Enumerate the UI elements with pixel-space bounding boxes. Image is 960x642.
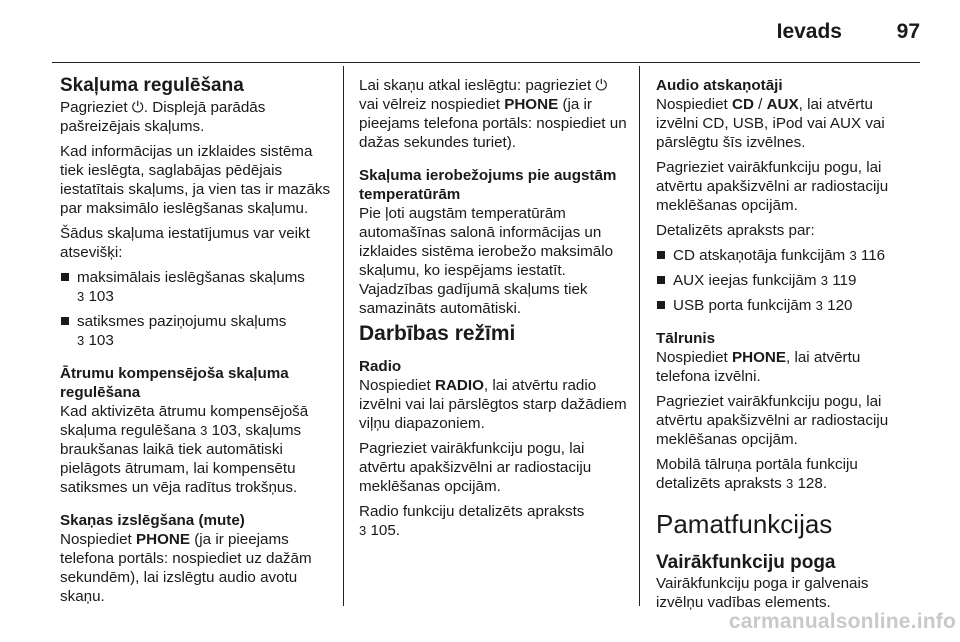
bullet-icon — [657, 251, 665, 259]
reference-arrow-icon: 3 — [77, 289, 85, 304]
reference-arrow-icon: 3 — [849, 248, 857, 263]
page-header — [52, 0, 920, 66]
paragraph: Detalizēts apraksts par: — [656, 222, 815, 239]
column-divider — [639, 66, 640, 606]
bullet-icon — [657, 276, 665, 284]
header-rule — [52, 62, 920, 63]
power-icon: ⏻ — [595, 77, 608, 94]
subheading: Radio — [359, 358, 402, 375]
list-item: satiksmes paziņojumu skaļums 3 103 — [60, 312, 336, 350]
section-heading: Skaļuma regulēšana — [60, 75, 244, 96]
reference-arrow-icon: 3 — [786, 476, 794, 491]
paragraph: Nospiediet RADIO, lai atvērtu radio izvēlni vai lai pārslēgtos starp dažādiem viļņu diapazoniem. — [359, 377, 627, 432]
paragraph: Pagrieziet vairākfunkciju pogu, lai atvērtu apakšizvēlni ar radiostaciju meklēšanas opcijām. — [359, 440, 592, 495]
subheading: Tālrunis — [656, 330, 716, 347]
paragraph: Nospiediet PHONE, lai atvērtu telefona izvēlni. — [656, 349, 861, 385]
subheading: Ātrumu kompensējoša skaļuma regulēšana — [60, 365, 289, 401]
paragraph: Nospiediet CD / AUX, lai atvērtu izvēlni CD, USB, iPod vai AUX vai pārslēgtu šīs izvēlnes. — [656, 96, 885, 151]
reference-arrow-icon: 3 — [359, 523, 367, 538]
page-reference[interactable]: 103 — [88, 332, 114, 349]
paragraph: Pie ļoti augstām temperatūrām automašīnas salonā informācijas un izklaides sistēma ierobežo maksimālo skaļumu, ko iespējams iestatīt. Vajadzības gadījumā skaļums tiek samazināts automātiski. — [359, 205, 614, 317]
paragraph: Nospiediet PHONE (ja ir pieejams telefona portāls: nospiediet uz dažām sekundēm), lai izslēgtu audio avotu skaņu. — [60, 531, 312, 605]
list-item: maksimālais ieslēgšanas skaļums 3 103 — [60, 268, 336, 306]
section-heading: Vairākfunkciju poga — [656, 552, 836, 573]
page-reference[interactable]: 103 — [88, 288, 114, 305]
column-1 — [60, 76, 336, 612]
bullet-list — [60, 268, 336, 350]
reference-arrow-icon: 3 — [815, 298, 823, 313]
column-2 — [359, 76, 627, 546]
subheading: Skaļuma ierobežojums pie augstām temperatūrām — [359, 167, 617, 203]
paragraph: Pagrieziet vairākfunkciju pogu, lai atvērtu apakšizvēlni ar radiostaciju meklēšanas opcijām. — [656, 159, 889, 214]
chapter-heading: Pamatfunkcijas — [656, 509, 833, 539]
reference-arrow-icon: 3 — [820, 273, 828, 288]
bullet-icon — [657, 301, 665, 309]
paragraph: Kad aktivizēta ātrumu kompensējošā skaļuma regulēšana 3 103, skaļums braukšanas laikā tiek automātiski pielāgots ātrumam, lai kompensētu satiksmes un vēja radītus trokšņus. — [60, 403, 309, 496]
page-reference[interactable]: 128. — [797, 475, 828, 492]
section-heading: Darbības režīmi — [359, 322, 516, 345]
paragraph: Pagrieziet ⏻. Displejā parādās pašreizējais skaļums. — [60, 99, 266, 135]
subheading: Audio atskaņotāji — [656, 77, 783, 94]
paragraph: Pagrieziet vairākfunkciju pogu, lai atvērtu apakšizvēlni ar radiostaciju meklēšanas opcijām. — [656, 393, 889, 448]
page-reference[interactable]: 103 — [211, 422, 237, 439]
paragraph: Kad informācijas un izklaides sistēma tiek ieslēgta, saglabājas pēdējais iestatītais skaļums, ja vien tas ir mazāks par maksimālo ieslēgšanas skaļumu. — [60, 143, 331, 217]
watermark: carmanualsonline.info — [728, 610, 956, 633]
reference-arrow-icon: 3 — [77, 333, 85, 348]
paragraph: Vairākfunkciju poga ir galvenais izvēlņu vadības elements. — [656, 575, 869, 611]
page-number: 97 — [896, 20, 920, 43]
bullet-list — [656, 246, 912, 315]
column-3 — [656, 76, 912, 618]
section-title: Ievads — [776, 20, 842, 43]
list-item: CD atskaņotāja funkcijām 3 116 — [656, 246, 912, 265]
page-reference[interactable]: 119 — [832, 272, 857, 289]
subheading: Skaņas izslēgšana (mute) — [60, 512, 245, 529]
reference-arrow-icon: 3 — [200, 423, 208, 438]
list-item: AUX ieejas funkcijām 3 119 — [656, 271, 912, 290]
paragraph: Šādus skaļuma iestatījumus var veikt atsevišķi: — [60, 225, 310, 261]
page-reference[interactable]: 120 — [827, 297, 853, 314]
page-reference[interactable]: 105. — [370, 522, 401, 539]
bullet-icon — [61, 317, 69, 325]
column-divider — [343, 66, 344, 606]
bullet-icon — [61, 273, 69, 281]
page-reference[interactable]: 116 — [860, 247, 886, 264]
list-item: USB porta funkcijām 3 120 — [656, 296, 912, 315]
paragraph: Lai skaņu atkal ieslēgtu: pagrieziet ⏻ vai vēlreiz nospiediet PHONE (ja ir pieejams telefona portāls: nospiediet un dažas sekundes turiet). — [359, 77, 627, 151]
power-icon: ⏻ — [131, 99, 144, 116]
paragraph: Radio funkciju detalizēts apraksts 3 105. — [359, 503, 585, 539]
paragraph: Mobilā tālruņa portāla funkciju detalizēts apraksts 3 128. — [656, 456, 858, 492]
